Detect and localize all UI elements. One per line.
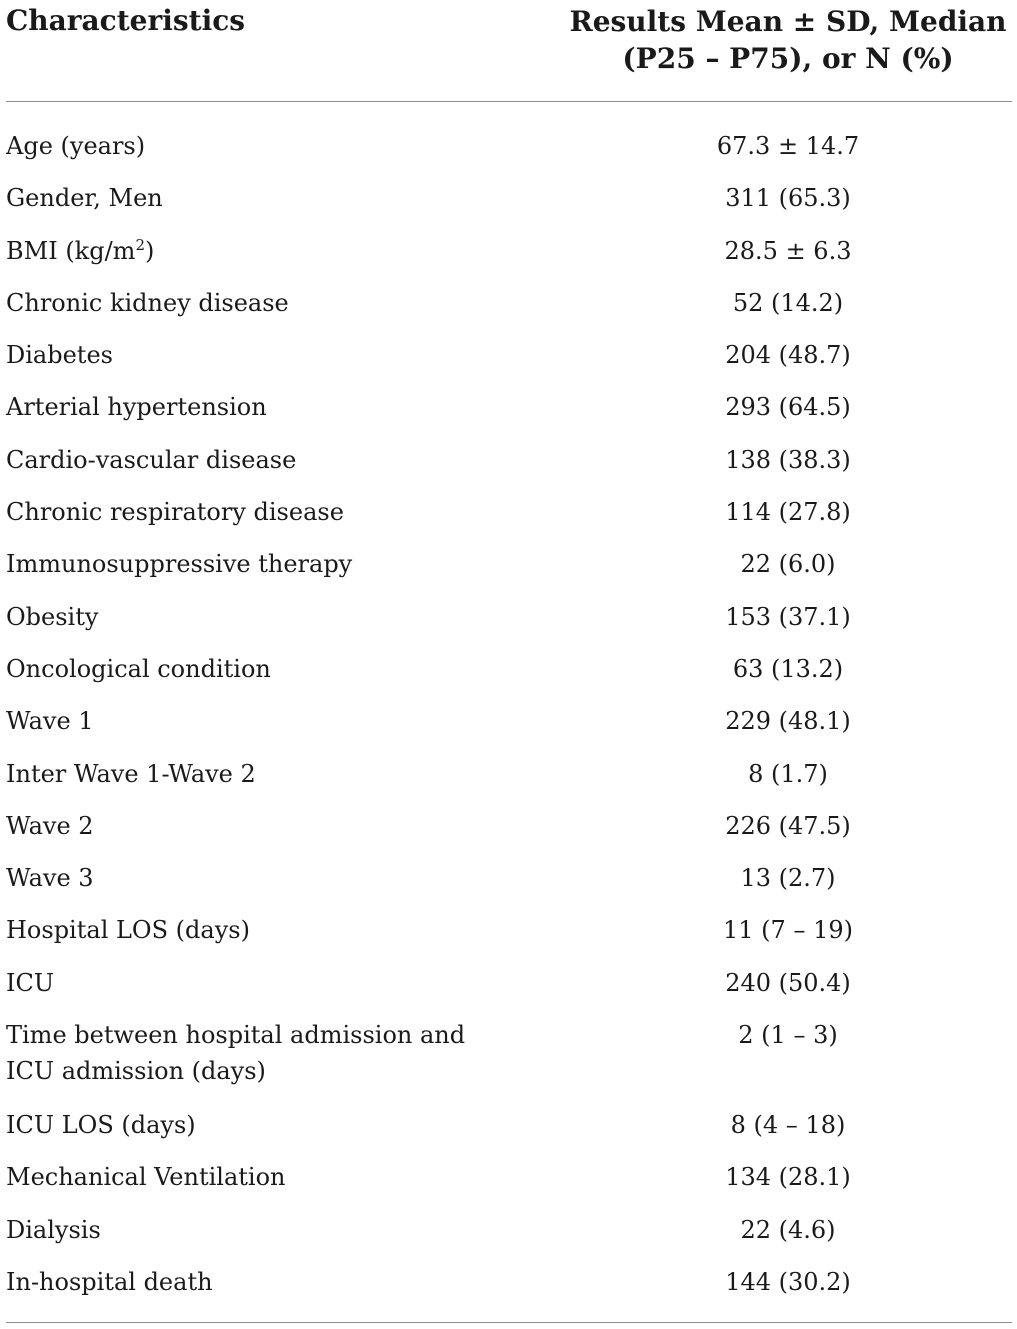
table-row: [0, 174, 1017, 226]
table-row: [0, 227, 1017, 279]
row-value: 311 (65.3): [725, 184, 851, 213]
row-value: 22 (4.6): [740, 1215, 836, 1244]
table-row: [0, 1101, 1017, 1153]
row-label: Diabetes: [6, 341, 113, 370]
table-row: [0, 1153, 1017, 1205]
row-value: 204 (48.7): [725, 341, 851, 370]
row-value: 8 (1.7): [748, 759, 828, 788]
table-row: [0, 645, 1017, 697]
row-value: 134 (28.1): [725, 1163, 851, 1192]
row-label: Wave 2: [6, 811, 94, 840]
row-value: 114 (27.8): [725, 498, 851, 527]
row-label: Obesity: [6, 602, 99, 631]
row-value: 2 (1 – 3): [738, 1021, 838, 1050]
row-value: 63 (13.2): [732, 654, 844, 683]
row-label: Chronic respiratory disease: [6, 498, 344, 527]
row-label: Chronic kidney disease: [6, 288, 289, 317]
row-value: 11 (7 – 19): [723, 916, 853, 945]
row-label: Hospital LOS (days): [6, 916, 250, 945]
row-value: 8 (4 – 18): [730, 1111, 846, 1140]
row-label: Age (years): [6, 132, 146, 160]
table-header: [0, 0, 1017, 104]
row-value: 153 (37.1): [725, 602, 851, 631]
row-label: Gender, Men: [6, 184, 163, 213]
column-header-results-line1: Results Mean ± SD, Median: [569, 5, 1007, 38]
table-row: [0, 750, 1017, 802]
column-header-results: [560, 3, 1016, 77]
table-row: [0, 906, 1017, 958]
table-row: [0, 593, 1017, 645]
table-row: [0, 802, 1017, 854]
row-label: Wave 1: [6, 707, 94, 736]
row-value: 240 (50.4): [725, 968, 851, 997]
table-row: [0, 436, 1017, 488]
row-value: 22 (6.0): [740, 550, 836, 579]
row-label: Arterial hypertension: [6, 393, 267, 422]
table-row: [0, 697, 1017, 749]
table-row: [0, 331, 1017, 383]
row-value: 293 (64.5): [725, 393, 851, 422]
row-label-superscript: 2: [135, 235, 145, 254]
table-bottom-rule: [6, 1322, 1012, 1323]
row-label: [6, 233, 506, 269]
row-label-line1: Time between hospital admission and: [6, 1021, 466, 1050]
row-value: 226 (47.5): [725, 811, 851, 840]
row-label: Dialysis: [6, 1215, 101, 1244]
column-header-characteristics: Characteristics: [6, 4, 246, 37]
row-value: 13 (2.7): [740, 864, 836, 893]
row-value: 138 (38.3): [725, 445, 851, 474]
row-label: Mechanical Ventilation: [6, 1163, 286, 1192]
row-value: 52 (14.2): [732, 288, 844, 317]
column-header-results-line2: (P25 – P75), or N (%): [622, 42, 954, 75]
table-row: [0, 540, 1017, 592]
row-value: 144 (30.2): [725, 1267, 851, 1296]
row-label: Inter Wave 1-Wave 2: [6, 759, 256, 788]
row-value: 67.3 ± 14.7: [716, 132, 860, 160]
row-label-text-end: ): [144, 236, 155, 265]
row-label: Wave 3: [6, 864, 94, 893]
row-value: 28.5 ± 6.3: [724, 236, 852, 265]
table-row: [0, 1206, 1017, 1258]
table-row: [0, 383, 1017, 435]
table-body: [0, 122, 1017, 1310]
table-row: [0, 1258, 1017, 1310]
row-label: In-hospital death: [6, 1267, 213, 1296]
row-value: 229 (48.1): [725, 707, 851, 736]
row-label: Oncological condition: [6, 654, 271, 683]
table-row: [0, 854, 1017, 906]
table-row: [0, 122, 1017, 174]
table-row: [0, 959, 1017, 1011]
table-row: [0, 488, 1017, 540]
row-label-line2: ICU admission (days): [6, 1057, 266, 1086]
row-label-text: BMI (kg/m: [6, 236, 136, 265]
row-label: Immunosuppressive therapy: [6, 550, 353, 579]
row-label: [6, 1017, 506, 1089]
row-label: Cardio-vascular disease: [6, 445, 297, 474]
header-divider: [6, 101, 1012, 102]
row-label: ICU: [6, 968, 55, 997]
table-row: [0, 1011, 1017, 1101]
row-label: ICU LOS (days): [6, 1111, 196, 1140]
table-row: [0, 279, 1017, 331]
